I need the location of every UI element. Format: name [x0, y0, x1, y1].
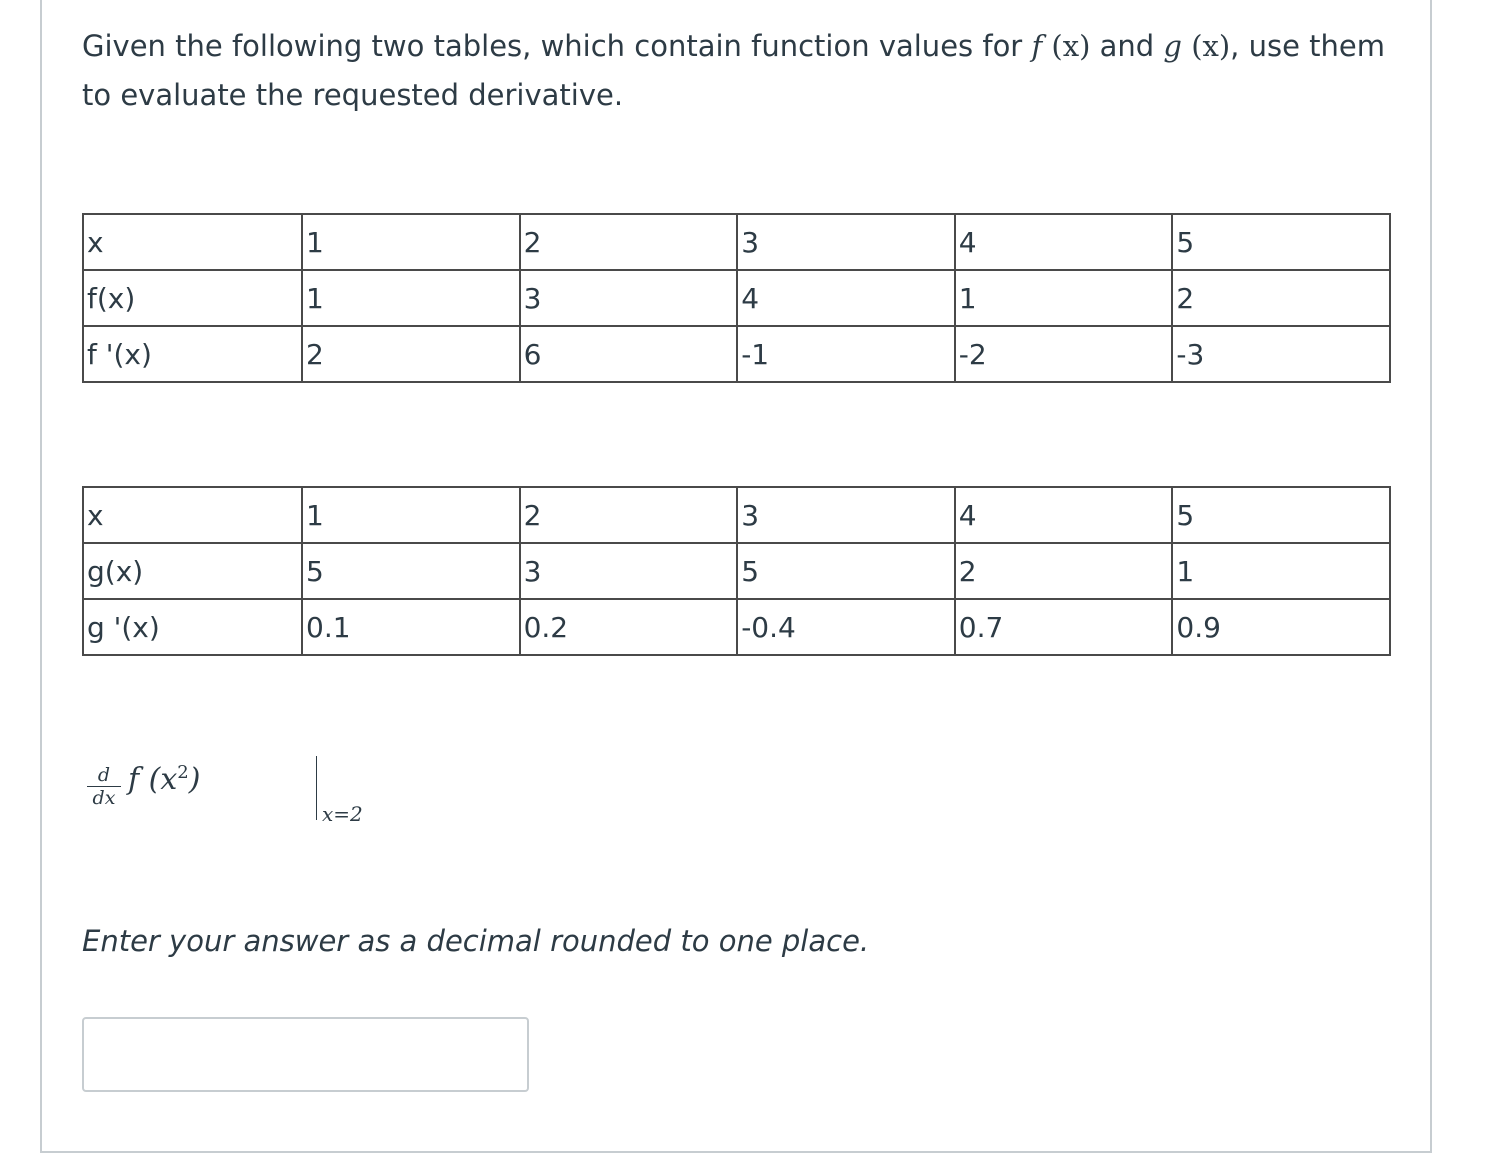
- value-cell: 3: [520, 543, 738, 599]
- composite-function: f $(x^2)$: [128, 762, 201, 797]
- row-label-cell: f(x): [83, 270, 302, 326]
- value-cell: 3: [737, 487, 955, 543]
- row-label-cell: f '(x): [83, 326, 302, 382]
- answer-instruction: Enter your answer as a decimal rounded to one place.: [82, 924, 870, 958]
- value-cell: 3: [737, 214, 955, 270]
- row-label-cell: x: [83, 214, 302, 270]
- value-cell: 2: [955, 543, 1173, 599]
- f-values-table: [82, 213, 1391, 383]
- table-row: [83, 326, 1390, 382]
- table-row: [83, 487, 1390, 543]
- value-cell: 1: [1172, 543, 1390, 599]
- value-cell: -2: [955, 326, 1173, 382]
- value-cell: 0.7: [955, 599, 1173, 655]
- row-label-cell: x: [83, 487, 302, 543]
- table-row: [83, 543, 1390, 599]
- value-cell: 2: [520, 487, 738, 543]
- value-cell: 4: [955, 487, 1173, 543]
- answer-input[interactable]: [82, 1017, 529, 1092]
- value-cell: -1: [737, 326, 955, 382]
- value-cell: 5: [1172, 214, 1390, 270]
- value-cell: 1: [955, 270, 1173, 326]
- question-and: and: [1099, 29, 1155, 63]
- value-cell: 5: [737, 543, 955, 599]
- value-cell: 0.9: [1172, 599, 1390, 655]
- value-cell: 6: [520, 326, 738, 382]
- value-cell: 5: [1172, 487, 1390, 543]
- value-cell: 5: [302, 543, 520, 599]
- question-tail: , use them to evaluate the requested derivative.: [82, 29, 1385, 112]
- value-cell: 0.2: [520, 599, 738, 655]
- value-cell: 0.1: [302, 599, 520, 655]
- value-cell: -3: [1172, 326, 1390, 382]
- value-cell: 4: [955, 214, 1173, 270]
- g-values-table: [82, 486, 1391, 656]
- value-cell: 1: [302, 214, 520, 270]
- question-text: [82, 22, 1402, 120]
- value-cell: 2: [302, 326, 520, 382]
- value-cell: 4: [737, 270, 955, 326]
- derivative-expression: [84, 756, 363, 836]
- evaluation-bar: [316, 756, 317, 820]
- table-row: [83, 270, 1390, 326]
- value-cell: 3: [520, 270, 738, 326]
- value-cell: 1: [302, 270, 520, 326]
- row-label-cell: g '(x): [83, 599, 302, 655]
- g-of-x: g (x): [1163, 29, 1231, 63]
- table-row: [83, 599, 1390, 655]
- value-cell: -0.4: [737, 599, 955, 655]
- f-of-x: f (x): [1031, 29, 1091, 63]
- value-cell: 1: [302, 487, 520, 543]
- row-label-cell: g(x): [83, 543, 302, 599]
- evaluation-point: x=2: [322, 802, 363, 826]
- question-intro: Given the following two tables, which contain function values for: [82, 29, 1023, 63]
- value-cell: 2: [1172, 270, 1390, 326]
- table-row: [83, 214, 1390, 270]
- d-dx-fraction: d dx: [84, 764, 124, 809]
- value-cell: 2: [520, 214, 738, 270]
